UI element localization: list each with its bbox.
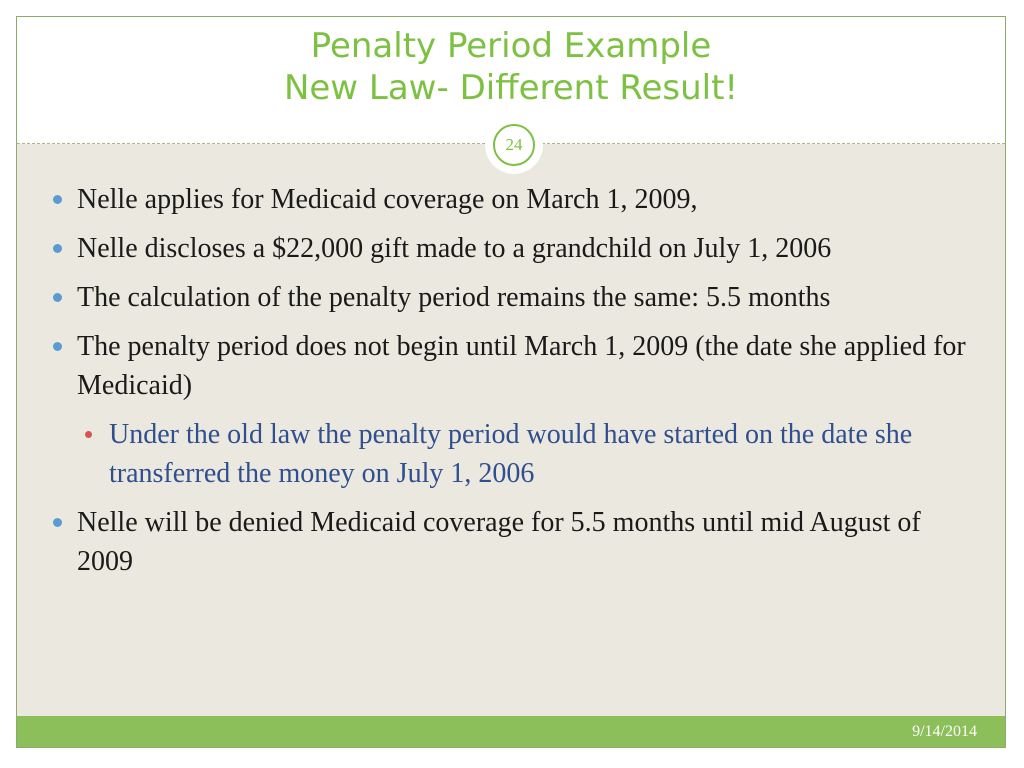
sub-bullet-item: Under the old law the penalty period would have started on the date she transferred the money on July 1, 2006 [53,415,983,493]
bullet-item: The calculation of the penalty period remains the same: 5.5 months [53,278,983,317]
slide-title-line-1: Penalty Period Example [310,26,712,66]
footer-date: 9/14/2014 [912,723,977,740]
page-number-badge [485,116,543,174]
page-number: 24 [493,124,535,166]
bullet-list [53,180,983,591]
slide [16,16,1006,748]
slide-title [17,25,1005,109]
bullet-item: Nelle discloses a $22,000 gift made to a grandchild on July 1, 2006 [53,229,983,268]
footer-bar [17,716,1005,748]
bullet-item: Nelle will be denied Medicaid coverage for 5.5 months until mid August of 2009 [53,503,983,581]
slide-title-line-2: New Law- Different Result! [283,68,739,108]
bullet-item: The penalty period does not begin until March 1, 2009 (the date she applied for Medicaid) [53,327,983,405]
bullet-item: Nelle applies for Medicaid coverage on March 1, 2009, [53,180,983,219]
